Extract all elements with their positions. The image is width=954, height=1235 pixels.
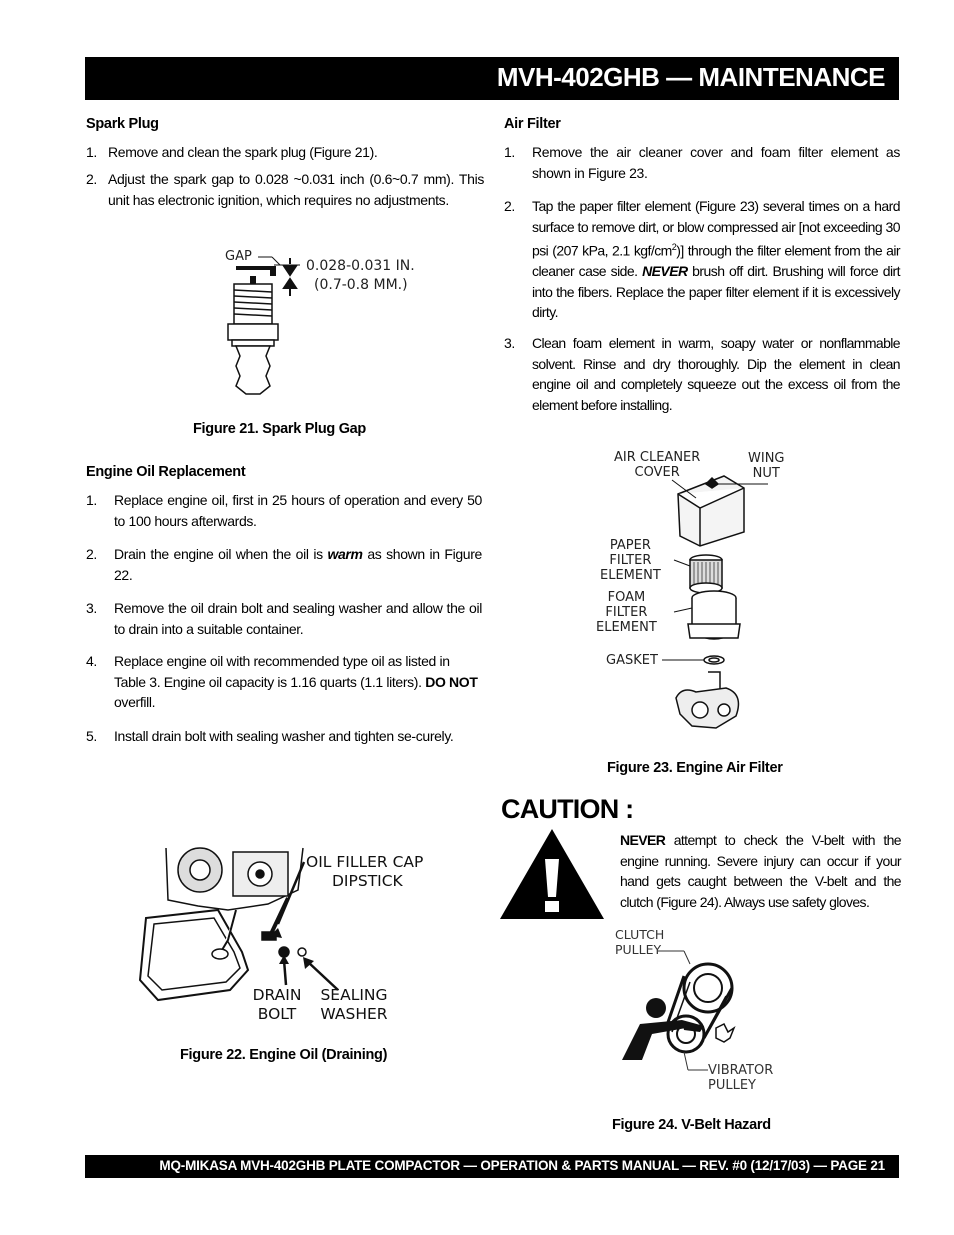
step-number: 2. xyxy=(86,171,97,187)
warning-exclamation-icon xyxy=(500,829,604,919)
step-text-b: overfill. xyxy=(114,694,156,710)
paper-filter-line-3: ELEMENT xyxy=(600,568,661,583)
drain-bolt-line-2: BOLT xyxy=(257,1005,297,1023)
drain-bolt-label xyxy=(250,986,304,1024)
caution-text xyxy=(620,830,901,912)
engine-oil-figure xyxy=(138,840,448,1030)
figure-24-caption: Figure 24. V-Belt Hazard xyxy=(612,1117,771,1133)
paper-filter-line-1: PAPER xyxy=(609,538,651,553)
step-number: 3. xyxy=(504,335,515,351)
page-header-bar xyxy=(85,57,899,100)
caution-strong: NEVER xyxy=(620,832,666,848)
step-text: Clean foam element in warm, soapy water or nonflammable solvent. Rinse and dry thoroughly. Dip the element in clean engine oil and completely squeeze out the excess oil from the element before installing. xyxy=(532,335,900,413)
foam-filter-label xyxy=(596,590,657,635)
clutch-pulley-line-1: CLUTCH xyxy=(615,927,665,942)
gasket-label: GASKET xyxy=(606,653,658,668)
dipstick-label: DIPSTICK xyxy=(332,872,403,890)
air-cleaner-cover-label xyxy=(614,450,700,480)
air-filter-step-3 xyxy=(504,333,900,415)
foam-filter-line-2: FILTER xyxy=(605,605,648,620)
engine-oil-step-4 xyxy=(86,651,482,713)
sealing-washer-line-1: SEALING xyxy=(320,986,388,1004)
step-text: Replace engine oil, first in 25 hours of operation and every 50 to 100 hours afterwards. xyxy=(114,492,482,529)
air-filter-step-1 xyxy=(504,142,900,183)
caution-title: CAUTION : xyxy=(501,794,634,824)
page-title: MVH-402GHB — MAINTENANCE xyxy=(496,62,885,92)
foam-filter-line-1: FOAM xyxy=(607,590,646,605)
sealing-washer-label xyxy=(314,986,394,1024)
step-number: 4. xyxy=(86,653,97,669)
air-filter-heading: Air Filter xyxy=(504,116,561,132)
engine-oil-step-5 xyxy=(86,726,482,747)
v-belt-figure xyxy=(612,924,802,1096)
air-cleaner-cover-line-1: AIR CLEANER xyxy=(614,450,701,465)
step-emphasis: NEVER xyxy=(642,263,688,280)
step-number: 1. xyxy=(504,144,515,160)
vibrator-pulley-label xyxy=(708,1063,773,1093)
caution-body: attempt to check the V-belt with the engine running. Severe injury can occur if your hand gets caught between the V-belt and the clutch (Figure 24). Always use safety gloves. xyxy=(620,832,901,910)
step-superscript: 2 xyxy=(671,242,677,252)
engine-oil-step-3 xyxy=(86,598,482,639)
vibrator-pulley-line-2: PULLEY xyxy=(708,1078,756,1093)
step-text-a: Replace engine oil with recommended type oil as listed in Table 3. Engine oil capacity is 1.16 quarts (1.1 liters). xyxy=(114,653,450,690)
step-text: Remove the oil drain bolt and sealing washer and allow the oil to drain into a suitable container. xyxy=(114,600,482,637)
step-text-b: as shown in Figure 22. xyxy=(114,546,482,583)
gap-label: GAP xyxy=(225,249,252,264)
footer-text: MQ-MIKASA MVH-402GHB PLATE COMPACTOR — OPERATION & PARTS MANUAL — REV. #0 (12/17/03) — PAGE 21 xyxy=(159,1158,885,1173)
step-emphasis: warm xyxy=(327,546,363,562)
drain-bolt-line-1: DRAIN xyxy=(252,986,302,1004)
figure-21-caption: Figure 21. Spark Plug Gap xyxy=(193,421,366,437)
page-footer-bar xyxy=(85,1155,899,1178)
step-number: 1. xyxy=(86,144,97,160)
wing-nut-line-2: NUT xyxy=(752,466,780,481)
spark-plug-step-1 xyxy=(86,142,484,163)
step-text-c: brush off dirt. Brushing will force dirt into the fibers. Replace the paper filter element if it is excessively dirty. xyxy=(532,263,900,321)
oil-filler-cap-label: OIL FILLER CAP xyxy=(306,853,424,871)
figure-23-caption: Figure 23. Engine Air Filter xyxy=(607,760,783,776)
air-cleaner-cover-line-2: COVER xyxy=(634,465,680,480)
step-number: 3. xyxy=(86,600,97,616)
gap-spec-mm: (0.7-0.8 MM.) xyxy=(314,277,408,293)
wing-nut-label xyxy=(748,451,785,481)
paper-filter-line-2: FILTER xyxy=(609,553,652,568)
clutch-pulley-line-2: PULLEY xyxy=(615,942,662,957)
spark-plug-heading: Spark Plug xyxy=(86,116,159,132)
clutch-pulley-label xyxy=(615,927,664,957)
foam-filter-line-3: ELEMENT xyxy=(596,620,657,635)
sealing-washer-line-2: WASHER xyxy=(320,1005,388,1023)
wing-nut-line-1: WING xyxy=(748,451,785,466)
step-number: 2. xyxy=(504,198,515,214)
step-text-b: )] through the filter element from the air cleaner case side. xyxy=(532,242,900,280)
spark-plug-figure xyxy=(220,244,460,404)
step-text: Remove and clean the spark plug (Figure 21). xyxy=(108,144,378,160)
step-text-a: Tap the paper filter element (Figure 23) several times on a hard surface to remove dirt, or blow compressed air [not exceeding 30 psi (207 kPa, 2.1 kgf/cm xyxy=(532,198,900,259)
engine-oil-step-1 xyxy=(86,490,482,531)
step-number: 1. xyxy=(86,492,97,508)
step-text-a: Drain the engine oil when the oil is xyxy=(114,546,328,562)
air-filter-step-2 xyxy=(504,196,900,323)
vibrator-pulley-line-1: VIBRATOR xyxy=(708,1063,774,1078)
step-text: Adjust the spark gap to 0.028 ~0.031 inch (0.6~0.7 mm). This unit has electronic ignition, which requires no adjustments. xyxy=(108,171,484,208)
step-text: Remove the air cleaner cover and foam filter element as shown in Figure 23. xyxy=(532,144,900,181)
step-text: Install drain bolt with sealing washer and tighten se-curely. xyxy=(114,728,454,744)
step-number: 2. xyxy=(86,546,97,562)
step-number: 5. xyxy=(86,728,97,744)
air-filter-figure xyxy=(596,448,806,748)
gap-spec-inches: 0.028-0.031 IN. xyxy=(306,258,415,274)
paper-filter-label xyxy=(600,538,661,583)
spark-plug-step-2 xyxy=(86,169,484,210)
step-strong: DO NOT xyxy=(425,673,478,690)
engine-oil-heading: Engine Oil Replacement xyxy=(86,464,246,480)
engine-oil-step-2 xyxy=(86,544,482,585)
figure-22-caption: Figure 22. Engine Oil (Draining) xyxy=(180,1047,388,1063)
